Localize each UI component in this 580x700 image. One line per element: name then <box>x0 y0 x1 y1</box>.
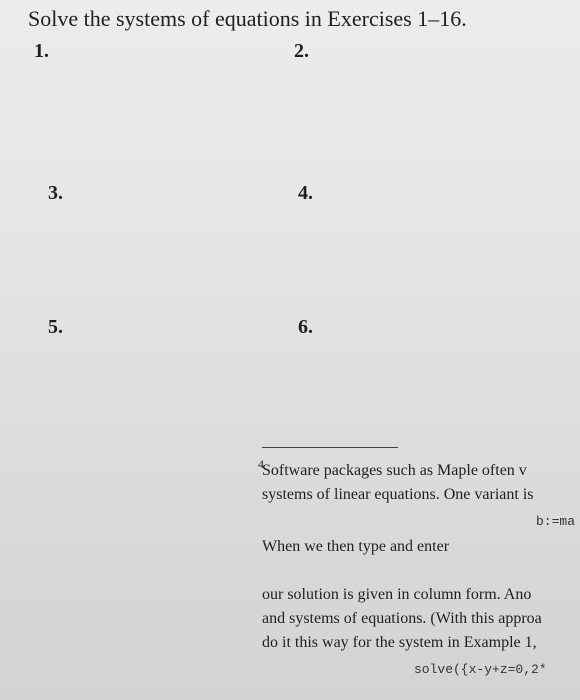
exercises-heading: Solve the systems of equations in Exercises 1–16. <box>28 6 467 31</box>
exercise-number: 2. <box>294 40 309 62</box>
footnote-line: do it this way for the system in Example 1, <box>262 634 537 651</box>
exercise-number: 1. <box>34 40 49 62</box>
exercise-number: 5. <box>48 316 63 338</box>
footnote-line: our solution is given in column form. Ano <box>262 586 532 603</box>
footnote-code: b:=ma <box>536 514 576 529</box>
footnote-line: systems of linear equations. One variant is <box>262 486 534 503</box>
footnote-line: When we then type and enter <box>262 538 450 555</box>
footnote-divider <box>262 447 398 448</box>
footnote-line: and systems of equations. (With this approa <box>262 610 542 627</box>
exercise-number: 4. <box>298 182 313 204</box>
exercise-number: 6. <box>298 316 313 338</box>
footnote-marker: 4 <box>258 457 264 471</box>
exercise-number: 3. <box>48 182 63 204</box>
footnote-line: Software packages such as Maple often v <box>262 462 527 479</box>
footnote-code: solve({x-y+z=0,2* <box>414 662 547 677</box>
